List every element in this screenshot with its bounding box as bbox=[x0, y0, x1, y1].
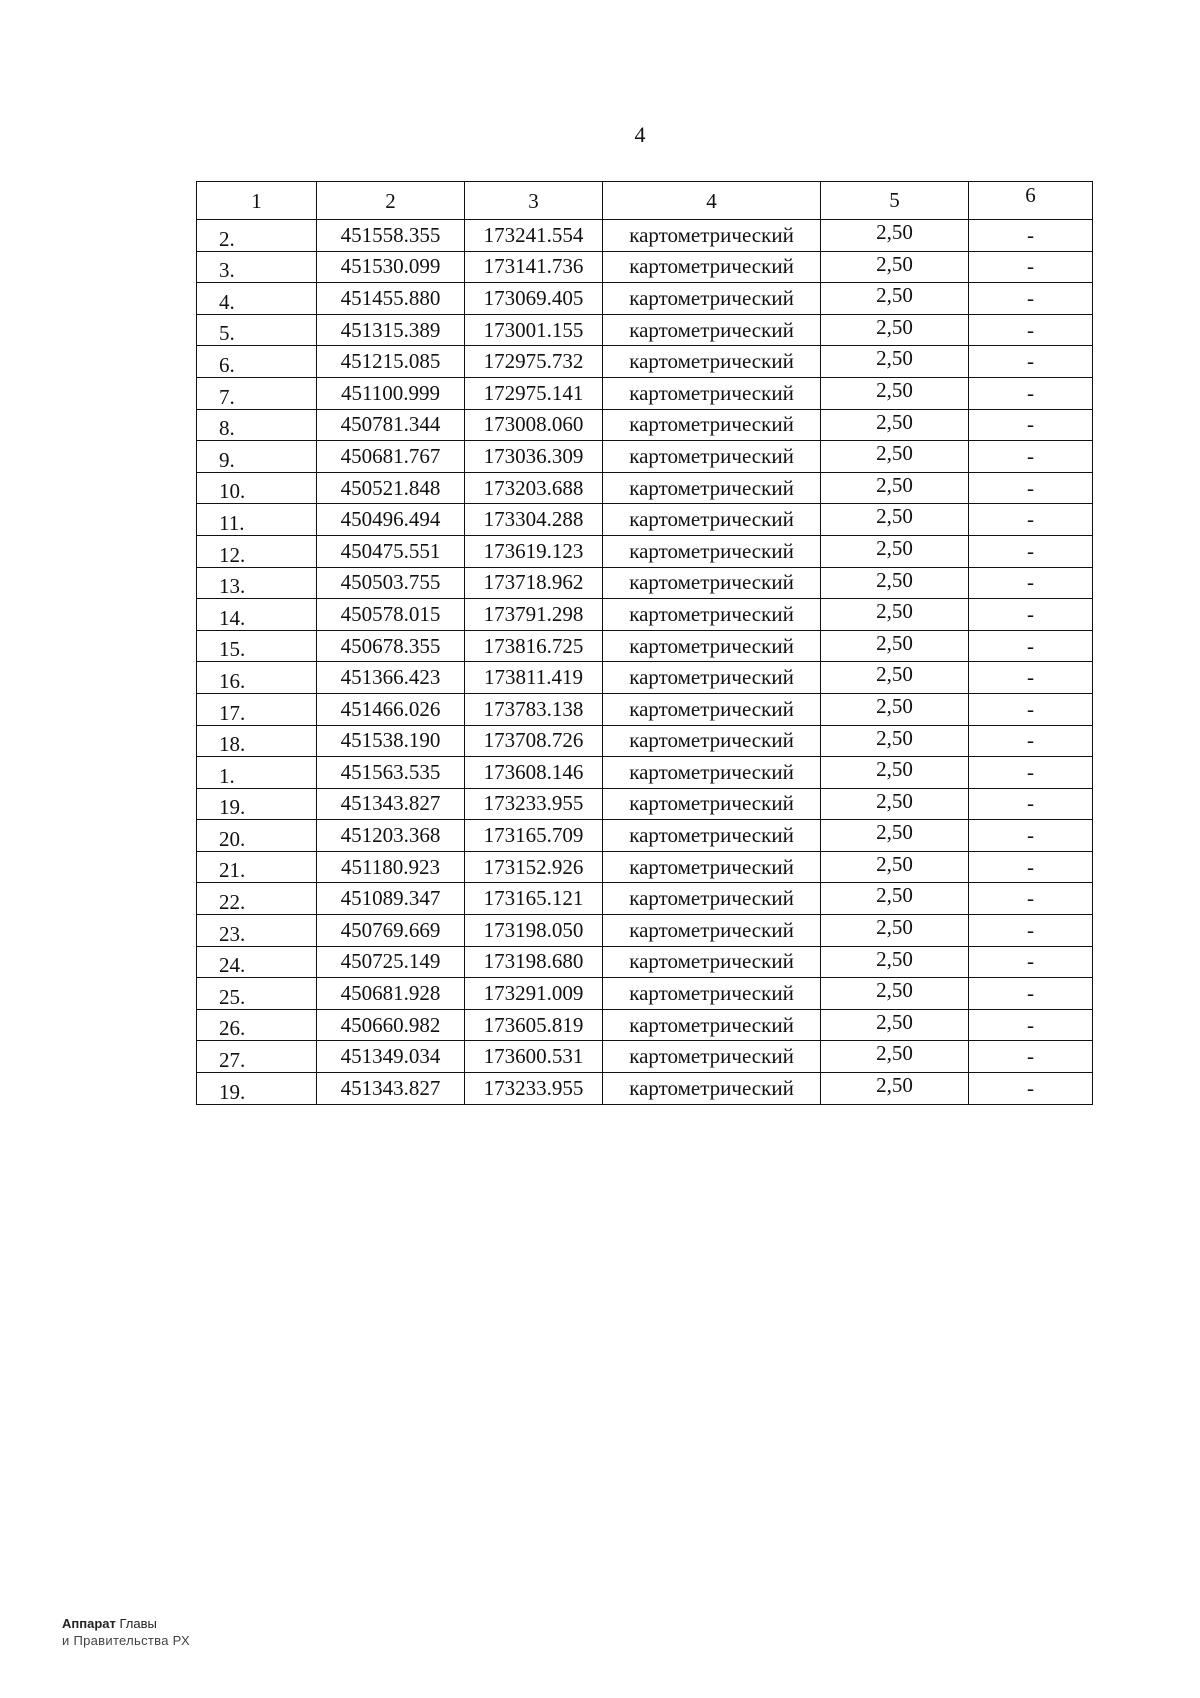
stamp-line-1-rest: Главы bbox=[119, 1616, 157, 1631]
table-header-row bbox=[197, 182, 1093, 220]
cell-coord-y: 173600.531 bbox=[465, 1041, 603, 1073]
cell-accuracy: 2,50 bbox=[821, 441, 969, 473]
table-row bbox=[197, 251, 1093, 283]
cell-accuracy: 2,50 bbox=[821, 377, 969, 409]
cell-coord-y: 173152.926 bbox=[465, 851, 603, 883]
cell-accuracy: 2,50 bbox=[821, 946, 969, 978]
cell-accuracy: 2,50 bbox=[821, 599, 969, 631]
cell-note: - bbox=[969, 377, 1093, 409]
cell-coord-y: 173069.405 bbox=[465, 283, 603, 315]
cell-coord-x: 450578.015 bbox=[317, 599, 465, 631]
cell-note: - bbox=[969, 472, 1093, 504]
cell-note: - bbox=[969, 946, 1093, 978]
header-cell-3: 3 bbox=[465, 182, 603, 220]
cell-coord-x: 451343.827 bbox=[317, 788, 465, 820]
cell-coord-x: 450781.344 bbox=[317, 409, 465, 441]
cell-coord-y: 173203.688 bbox=[465, 472, 603, 504]
cell-method: картометрический bbox=[603, 377, 821, 409]
cell-coord-x: 450678.355 bbox=[317, 630, 465, 662]
cell-note: - bbox=[969, 662, 1093, 694]
cell-method: картометрический bbox=[603, 788, 821, 820]
cell-point-number: 25. bbox=[197, 978, 317, 1010]
cell-coord-x: 451215.085 bbox=[317, 346, 465, 378]
cell-accuracy: 2,50 bbox=[821, 567, 969, 599]
cell-method: картометрический bbox=[603, 314, 821, 346]
cell-accuracy: 2,50 bbox=[821, 662, 969, 694]
cell-point-number: 11. bbox=[197, 504, 317, 536]
table-row bbox=[197, 820, 1093, 852]
cell-accuracy: 2,50 bbox=[821, 346, 969, 378]
stamp-line-1-bold: Аппарат bbox=[62, 1616, 116, 1631]
cell-coord-y: 173036.309 bbox=[465, 441, 603, 473]
cell-coord-x: 451100.999 bbox=[317, 377, 465, 409]
header-cell-1: 1 bbox=[197, 182, 317, 220]
cell-method: картометрический bbox=[603, 757, 821, 789]
cell-point-number: 22. bbox=[197, 883, 317, 915]
cell-point-number: 20. bbox=[197, 820, 317, 852]
cell-coord-y: 173001.155 bbox=[465, 314, 603, 346]
cell-note: - bbox=[969, 725, 1093, 757]
cell-coord-x: 450475.551 bbox=[317, 535, 465, 567]
table-body bbox=[197, 182, 1093, 1105]
cell-coord-x: 451538.190 bbox=[317, 725, 465, 757]
table-row bbox=[197, 346, 1093, 378]
cell-point-number: 24. bbox=[197, 946, 317, 978]
cell-note: - bbox=[969, 535, 1093, 567]
cell-coord-x: 450503.755 bbox=[317, 567, 465, 599]
cell-coord-y: 173198.680 bbox=[465, 946, 603, 978]
table-row bbox=[197, 1041, 1093, 1073]
cell-method: картометрический bbox=[603, 535, 821, 567]
table-row bbox=[197, 472, 1093, 504]
cell-method: картометрический bbox=[603, 251, 821, 283]
table-row bbox=[197, 725, 1093, 757]
cell-accuracy: 2,50 bbox=[821, 1073, 969, 1105]
cell-note: - bbox=[969, 346, 1093, 378]
cell-method: картометрический bbox=[603, 346, 821, 378]
cell-coord-x: 451349.034 bbox=[317, 1041, 465, 1073]
cell-point-number: 15. bbox=[197, 630, 317, 662]
cell-coord-x: 450769.669 bbox=[317, 915, 465, 947]
cell-coord-x: 450660.982 bbox=[317, 1009, 465, 1041]
table-row bbox=[197, 599, 1093, 631]
cell-point-number: 19. bbox=[197, 1073, 317, 1105]
cell-note: - bbox=[969, 915, 1093, 947]
cell-coord-y: 173619.123 bbox=[465, 535, 603, 567]
cell-note: - bbox=[969, 630, 1093, 662]
cell-coord-y: 173605.819 bbox=[465, 1009, 603, 1041]
cell-method: картометрический bbox=[603, 504, 821, 536]
cell-coord-y: 173198.050 bbox=[465, 915, 603, 947]
table-row bbox=[197, 946, 1093, 978]
cell-method: картометрический bbox=[603, 441, 821, 473]
table-row bbox=[197, 788, 1093, 820]
stamp-line-1 bbox=[62, 1615, 190, 1632]
cell-point-number: 2. bbox=[197, 220, 317, 252]
cell-accuracy: 2,50 bbox=[821, 978, 969, 1010]
cell-method: картометрический bbox=[603, 1009, 821, 1041]
cell-note: - bbox=[969, 220, 1093, 252]
cell-note: - bbox=[969, 504, 1093, 536]
cell-point-number: 16. bbox=[197, 662, 317, 694]
cell-method: картометрический bbox=[603, 567, 821, 599]
cell-coord-y: 173141.736 bbox=[465, 251, 603, 283]
cell-point-number: 19. bbox=[197, 788, 317, 820]
cell-coord-y: 173233.955 bbox=[465, 1073, 603, 1105]
header-cell-6: 6 bbox=[969, 182, 1093, 220]
cell-coord-y: 172975.732 bbox=[465, 346, 603, 378]
cell-coord-y: 173608.146 bbox=[465, 757, 603, 789]
cell-note: - bbox=[969, 883, 1093, 915]
table-row bbox=[197, 978, 1093, 1010]
cell-note: - bbox=[969, 314, 1093, 346]
cell-point-number: 14. bbox=[197, 599, 317, 631]
cell-method: картометрический bbox=[603, 283, 821, 315]
cell-accuracy: 2,50 bbox=[821, 915, 969, 947]
cell-method: картометрический bbox=[603, 630, 821, 662]
cell-accuracy: 2,50 bbox=[821, 630, 969, 662]
cell-coord-x: 450496.494 bbox=[317, 504, 465, 536]
cell-accuracy: 2,50 bbox=[821, 314, 969, 346]
cell-note: - bbox=[969, 851, 1093, 883]
cell-method: картометрический bbox=[603, 883, 821, 915]
header-cell-5: 5 bbox=[821, 182, 969, 220]
cell-accuracy: 2,50 bbox=[821, 883, 969, 915]
cell-point-number: 5. bbox=[197, 314, 317, 346]
cell-point-number: 18. bbox=[197, 725, 317, 757]
cell-coord-y: 173233.955 bbox=[465, 788, 603, 820]
cell-accuracy: 2,50 bbox=[821, 1041, 969, 1073]
cell-coord-x: 450521.848 bbox=[317, 472, 465, 504]
table-row bbox=[197, 220, 1093, 252]
cell-method: картометрический bbox=[603, 662, 821, 694]
cell-point-number: 8. bbox=[197, 409, 317, 441]
table-row bbox=[197, 1009, 1093, 1041]
table-row bbox=[197, 851, 1093, 883]
cell-accuracy: 2,50 bbox=[821, 409, 969, 441]
cell-method: картометрический bbox=[603, 472, 821, 504]
cell-coord-y: 172975.141 bbox=[465, 377, 603, 409]
cell-point-number: 17. bbox=[197, 693, 317, 725]
cell-method: картометрический bbox=[603, 1041, 821, 1073]
cell-method: картометрический bbox=[603, 915, 821, 947]
cell-method: картометрический bbox=[603, 946, 821, 978]
cell-coord-x: 451203.368 bbox=[317, 820, 465, 852]
cell-method: картометрический bbox=[603, 725, 821, 757]
cell-note: - bbox=[969, 1009, 1093, 1041]
cell-note: - bbox=[969, 693, 1093, 725]
cell-coord-y: 173291.009 bbox=[465, 978, 603, 1010]
cell-accuracy: 2,50 bbox=[821, 725, 969, 757]
cell-point-number: 13. bbox=[197, 567, 317, 599]
cell-method: картометрический bbox=[603, 693, 821, 725]
cell-accuracy: 2,50 bbox=[821, 788, 969, 820]
cell-note: - bbox=[969, 978, 1093, 1010]
cell-accuracy: 2,50 bbox=[821, 283, 969, 315]
cell-coord-y: 173811.419 bbox=[465, 662, 603, 694]
cell-coord-x: 451089.347 bbox=[317, 883, 465, 915]
cell-note: - bbox=[969, 820, 1093, 852]
cell-coord-y: 173165.121 bbox=[465, 883, 603, 915]
table-row bbox=[197, 915, 1093, 947]
coordinates-table bbox=[196, 181, 1093, 1105]
cell-coord-x: 451530.099 bbox=[317, 251, 465, 283]
cell-coord-x: 451466.026 bbox=[317, 693, 465, 725]
cell-coord-x: 451180.923 bbox=[317, 851, 465, 883]
cell-note: - bbox=[969, 251, 1093, 283]
table-row bbox=[197, 662, 1093, 694]
table-row bbox=[197, 757, 1093, 789]
cell-accuracy: 2,50 bbox=[821, 757, 969, 789]
cell-method: картометрический bbox=[603, 409, 821, 441]
cell-accuracy: 2,50 bbox=[821, 535, 969, 567]
cell-coord-y: 173165.709 bbox=[465, 820, 603, 852]
cell-note: - bbox=[969, 283, 1093, 315]
table-row bbox=[197, 883, 1093, 915]
cell-point-number: 3. bbox=[197, 251, 317, 283]
cell-coord-x: 451563.535 bbox=[317, 757, 465, 789]
cell-accuracy: 2,50 bbox=[821, 472, 969, 504]
cell-accuracy: 2,50 bbox=[821, 251, 969, 283]
table-row bbox=[197, 535, 1093, 567]
cell-coord-y: 173791.298 bbox=[465, 599, 603, 631]
cell-method: картометрический bbox=[603, 1073, 821, 1105]
table-row bbox=[197, 441, 1093, 473]
cell-point-number: 4. bbox=[197, 283, 317, 315]
cell-coord-x: 450681.767 bbox=[317, 441, 465, 473]
cell-note: - bbox=[969, 788, 1093, 820]
cell-coord-x: 451455.880 bbox=[317, 283, 465, 315]
cell-point-number: 21. bbox=[197, 851, 317, 883]
cell-method: картометрический bbox=[603, 820, 821, 852]
table-row bbox=[197, 314, 1093, 346]
cell-coord-x: 451366.423 bbox=[317, 662, 465, 694]
cell-note: - bbox=[969, 599, 1093, 631]
cell-coord-x: 451343.827 bbox=[317, 1073, 465, 1105]
cell-coord-x: 451558.355 bbox=[317, 220, 465, 252]
table-row bbox=[197, 504, 1093, 536]
organization-stamp bbox=[62, 1615, 190, 1649]
cell-accuracy: 2,50 bbox=[821, 220, 969, 252]
table-row bbox=[197, 409, 1093, 441]
table-row bbox=[197, 693, 1093, 725]
cell-point-number: 1. bbox=[197, 757, 317, 789]
cell-method: картометрический bbox=[603, 599, 821, 631]
table-row bbox=[197, 1073, 1093, 1105]
cell-coord-y: 173718.962 bbox=[465, 567, 603, 599]
cell-point-number: 12. bbox=[197, 535, 317, 567]
cell-point-number: 23. bbox=[197, 915, 317, 947]
cell-coord-y: 173241.554 bbox=[465, 220, 603, 252]
cell-accuracy: 2,50 bbox=[821, 851, 969, 883]
cell-accuracy: 2,50 bbox=[821, 693, 969, 725]
cell-coord-x: 451315.389 bbox=[317, 314, 465, 346]
cell-coord-y: 173708.726 bbox=[465, 725, 603, 757]
cell-coord-y: 173304.288 bbox=[465, 504, 603, 536]
cell-point-number: 26. bbox=[197, 1009, 317, 1041]
cell-accuracy: 2,50 bbox=[821, 1009, 969, 1041]
header-cell-2: 2 bbox=[317, 182, 465, 220]
table-row bbox=[197, 630, 1093, 662]
cell-note: - bbox=[969, 441, 1093, 473]
cell-coord-x: 450725.149 bbox=[317, 946, 465, 978]
stamp-line-2: и Правительства РХ bbox=[62, 1633, 191, 1648]
cell-accuracy: 2,50 bbox=[821, 504, 969, 536]
table-row bbox=[197, 377, 1093, 409]
cell-method: картометрический bbox=[603, 851, 821, 883]
cell-note: - bbox=[969, 1041, 1093, 1073]
table-row bbox=[197, 283, 1093, 315]
cell-method: картометрический bbox=[603, 220, 821, 252]
cell-note: - bbox=[969, 567, 1093, 599]
cell-point-number: 7. bbox=[197, 377, 317, 409]
cell-point-number: 27. bbox=[197, 1041, 317, 1073]
cell-note: - bbox=[969, 1073, 1093, 1105]
page-number: 4 bbox=[634, 122, 646, 147]
header-cell-4: 4 bbox=[603, 182, 821, 220]
cell-note: - bbox=[969, 409, 1093, 441]
cell-coord-y: 173816.725 bbox=[465, 630, 603, 662]
cell-point-number: 6. bbox=[197, 346, 317, 378]
cell-method: картометрический bbox=[603, 978, 821, 1010]
cell-coord-y: 173008.060 bbox=[465, 409, 603, 441]
cell-accuracy: 2,50 bbox=[821, 820, 969, 852]
table-row bbox=[197, 567, 1093, 599]
cell-coord-y: 173783.138 bbox=[465, 693, 603, 725]
cell-coord-x: 450681.928 bbox=[317, 978, 465, 1010]
cell-point-number: 9. bbox=[197, 441, 317, 473]
cell-point-number: 10. bbox=[197, 472, 317, 504]
cell-note: - bbox=[969, 757, 1093, 789]
